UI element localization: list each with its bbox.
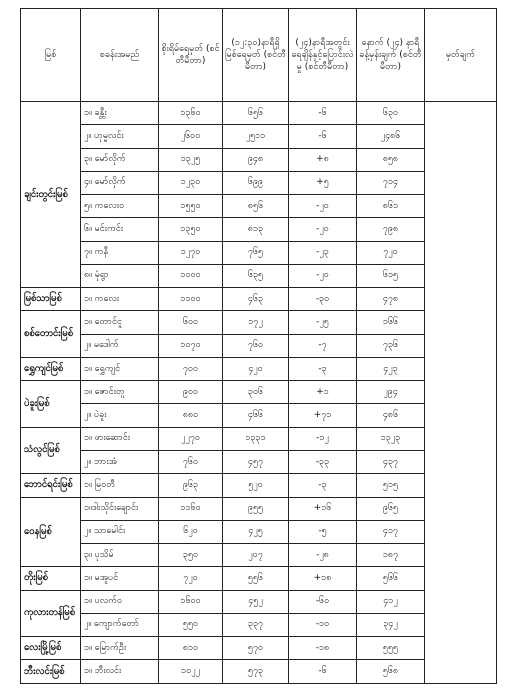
change-cell: -၃ [289,474,357,497]
station-cell: ၃။ မော်လိုက် [81,148,159,171]
station-cell: ၂။ ကျောက်တော် [81,613,159,636]
change-cell: -၂၀ [289,264,357,287]
river-name-cell: သံလွင်မြစ် [21,427,81,474]
station-cell: ၁။ တောင်ငူ [81,311,159,334]
current-level-cell: ၅၅၆ [223,567,289,590]
forecast-cell: ၇၉၈ [357,218,425,241]
station-cell: ၁။ မအူပင် [81,567,159,590]
forecast-cell: ၇၁၄ [357,171,425,194]
station-cell: ၁။ ဖားဆောင်း [81,427,159,450]
danger-level-cell: ၅၅၀ [159,613,223,636]
forecast-cell: ၈၅၈ [357,148,425,171]
current-level-cell: ၁၃၃၁ [223,427,289,450]
danger-level-cell: ၈၈၀ [159,404,223,427]
current-level-cell: ၅၇၃ [223,660,289,684]
danger-level-cell: ၁၀၀၀ [159,264,223,287]
change-cell: +၁၈ [289,567,357,590]
current-level-cell: ၄၂၅ [223,520,289,543]
current-level-cell: ၇၆၅ [223,241,289,264]
station-cell: ၈။ မုံရွာ [81,264,159,287]
river-name-cell: ဘောင်ရင်းမြစ် [21,474,81,497]
change-cell: -၁၈ [289,637,357,660]
current-level-cell: ၈၁၃ [223,218,289,241]
current-level-cell: ၆၉၉ [223,171,289,194]
current-level-cell: ၉၄၈ [223,148,289,171]
river-name-cell: မြစ်သာမြစ် [21,288,81,311]
danger-level-cell: ၉၆၃ [159,474,223,497]
table-header [21,9,497,102]
danger-level-cell: ၁၃၅၀ [159,218,223,241]
current-level-cell: ၄၆၆ [223,404,289,427]
change-cell: -၁၀ [289,613,357,636]
station-cell: ၁။ ခန္တီး [81,102,159,125]
forecast-cell: ၄၇၈ [357,288,425,311]
danger-level-cell: ၁၁၀၀ [159,288,223,311]
current-level-cell: ၅၇၀ [223,637,289,660]
station-cell: ၂။ မဒေါက် [81,334,159,357]
change-cell: -၆၀ [289,590,357,613]
change-cell: -၃၃ [289,450,357,473]
header-current-level: (၁၂:၃၀)နာရီရှိ မြစ်ရေမှတ် (စင်တီမီတာ) [223,9,289,102]
change-cell: -၂၃ [289,241,357,264]
danger-level-cell: ၁၁၆၀ [159,497,223,520]
forecast-cell: ၁၈၇ [357,544,425,567]
station-cell: ၇။ ကနီ [81,241,159,264]
danger-level-cell: ၈၁၀ [159,637,223,660]
table-body [21,102,497,684]
change-cell: -၇ [289,334,357,357]
header-row [21,9,497,102]
current-level-cell: ၇၆၀ [223,334,289,357]
current-level-cell: ၅၂၀ [223,474,289,497]
header-forecast: နောက် (၂၄) နာရီ ခန့်မှန်းချက် (စင်တီမီတာ) [357,9,425,102]
forecast-cell: ၉၆၅ [357,497,425,520]
header-station: စခန်းအမည် [81,9,159,102]
forecast-cell: ၃၄၂ [357,613,425,636]
forecast-cell: ၁၆၆ [357,311,425,334]
change-cell: -၂၀ [289,218,357,241]
change-cell: -၂၀ [289,195,357,218]
danger-level-cell: ၁၂၇၀ [159,241,223,264]
danger-level-cell: ၁၂၃၀ [159,171,223,194]
current-level-cell: ၂၅၁၁ [223,125,289,148]
change-cell: -၃၀ [289,288,357,311]
station-cell: ၂။ ပဲခူး [81,404,159,427]
river-name-cell: ပဲခူးမြစ် [21,381,81,428]
danger-level-cell: ၇၆၀ [159,450,223,473]
danger-level-cell: ၁၆၀၀ [159,590,223,613]
forecast-cell: ၂၄၈၆ [357,125,425,148]
danger-level-cell: ၆၂၀ [159,520,223,543]
danger-level-cell: ၂၆၀၀ [159,125,223,148]
danger-level-cell: ၁၅၅၀ [159,195,223,218]
change-cell: -၃ [289,357,357,380]
river-level-table [20,8,497,684]
danger-level-cell: ၇၂၀ [159,567,223,590]
river-name-cell: စစ်တောင်းမြစ် [21,311,81,358]
station-cell: ၁။ မြောက်ဦး [81,637,159,660]
station-cell: ၂။ ဟုမ္မလင်း [81,125,159,148]
forecast-cell: ၅၁၅ [357,474,425,497]
current-level-cell: ၆၅၆ [223,102,289,125]
forecast-cell: ၅၆၈ [357,660,425,684]
danger-level-cell: ၃၅၀ [159,544,223,567]
current-level-cell: ၉၅၅ [223,497,289,520]
danger-level-cell: ၁၀၂၂ [159,660,223,684]
river-level-report [20,8,496,684]
forecast-cell: ၇၂၀ [357,241,425,264]
forecast-cell: ၄၈၆ [357,404,425,427]
forecast-cell: ၄၁၂ [357,590,425,613]
current-level-cell: ၄၅၂ [223,590,289,613]
forecast-cell: ၇၃၆ [357,334,425,357]
forecast-cell: ၅၆၆ [357,567,425,590]
change-cell: +၅ [289,171,357,194]
river-name-cell: တိုးမြစ် [21,567,81,590]
forecast-cell: ၆၁၅ [357,264,425,287]
station-cell: ၃။ ပုသိမ် [81,544,159,567]
current-level-cell: ၃၃၇ [223,613,289,636]
station-cell: ၂။ သာမေါင်း [81,520,159,543]
station-cell: ၅။ ကလေး၀ [81,195,159,218]
change-cell: +၁၆ [289,497,357,520]
danger-level-cell: ၆၀၀ [159,311,223,334]
danger-level-cell: ၇၀၀ [159,357,223,380]
change-cell: +၈ [289,148,357,171]
header-remarks: မှတ်ချက် [425,9,497,102]
station-cell: ၁။ ရွှေကျင် [81,357,159,380]
table-row [21,102,497,125]
forecast-cell: ၄၃၇ [357,450,425,473]
station-cell: ၆။ မင်းကင်း [81,218,159,241]
station-cell: ၁။ ဘီးလင်း [81,660,159,684]
change-cell: -၁၂ [289,427,357,450]
danger-level-cell: ၁၃၂၅ [159,148,223,171]
danger-level-cell: ၂၂၇၀ [159,427,223,450]
current-level-cell: ၃၀၆ [223,381,289,404]
danger-level-cell: ၁၀၇၀ [159,334,223,357]
station-cell: ၁။ ကလေး [81,288,159,311]
change-cell: -၆ [289,660,357,684]
danger-level-cell: ၉၀၀ [159,381,223,404]
current-level-cell: ၈၅၆ [223,195,289,218]
change-cell: -၂၈ [289,544,357,567]
change-cell: -၆ [289,125,357,148]
forecast-cell: ၈၆၁ [357,195,425,218]
current-level-cell: ၆၃၅ [223,264,289,287]
station-cell: ၄။ မော်လိုက် [81,171,159,194]
current-level-cell: ၄၂၀ [223,357,289,380]
current-level-cell: ၁၇၂ [223,311,289,334]
river-name-cell: ရွှေကျင်မြစ် [21,357,81,380]
station-cell: ၁။ဒါးသိုင်းချောင်း [81,497,159,520]
change-cell: +၇၁ [289,404,357,427]
change-cell: -၂၅ [289,311,357,334]
station-cell: ၁။ ပလက်ဝ [81,590,159,613]
forecast-cell: ၁၃၂၃ [357,427,425,450]
header-river: မြစ် [21,9,81,102]
forecast-cell: ၄၂၃ [357,357,425,380]
station-cell: ၁။ ဇောင်းတူ [81,381,159,404]
header-24h-change: (၂၄)နာရီအတွင်း ရေချိန်နှင့်ပြောင်းလဲမှု (စင်တီမီတာ) [289,9,357,102]
change-cell: +၁ [289,381,357,404]
forecast-cell: ၆၃၀ [357,102,425,125]
river-name-cell: ဘီးလင်းမြစ် [21,660,81,684]
header-danger-level: စိုးရိမ်ရေမှတ် (စင်တီမီတာ) [159,9,223,102]
river-name-cell: ချင်းတွင်းမြစ် [21,102,81,288]
current-level-cell: ၂၀၇ [223,544,289,567]
river-name-cell: ကုလားတန်မြစ် [21,590,81,637]
river-name-cell: ဝေနမြစ် [21,497,81,567]
change-cell: -၅ [289,520,357,543]
forecast-cell: ၅၅၅ [357,637,425,660]
current-level-cell: ၄၅၇ [223,450,289,473]
forecast-cell: ၄၁၇ [357,520,425,543]
river-name-cell: လေးမြို့မြစ် [21,637,81,660]
change-cell: -၆ [289,102,357,125]
remarks-cell [425,102,497,684]
station-cell: ၁။ မြဝတီ [81,474,159,497]
danger-level-cell: ၁၃၆၀ [159,102,223,125]
current-level-cell: ၄၆၃ [223,288,289,311]
forecast-cell: ၂၉၄ [357,381,425,404]
station-cell: ၂။ ဘားအံ [81,450,159,473]
